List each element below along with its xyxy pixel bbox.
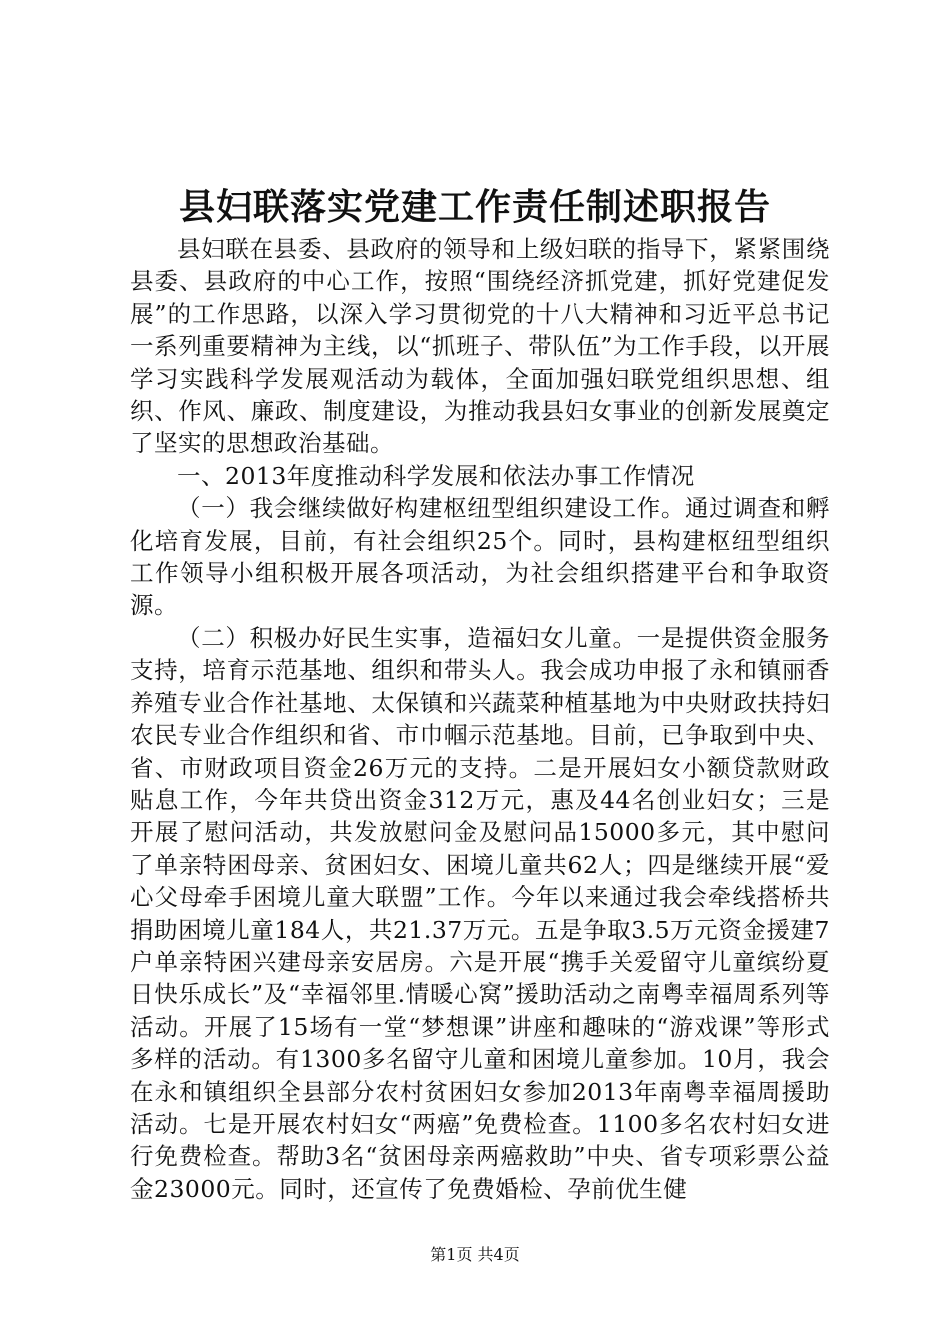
page-footer: 第1页 共4页 [430,1245,520,1264]
section-heading: 一、2013年度推动科学发展和依法办事工作情况 [177,461,695,490]
document-body [130,233,830,1205]
document-title: 县妇联落实党建工作责任制述职报告 [178,187,771,228]
item-one-paragraph: （一）我会继续做好构建枢纽型组织建设工作。通过调查和孵化培育发展，目前，有社会组织25个。同时，县构建枢纽型组织工作领导小组积极开展各项活动，为社会组织搭建平台和争取资源。 [130,494,830,620]
intro-paragraph: 县妇联在县委、县政府的领导和上级妇联的指导下，紧紧围绕县委、县政府的中心工作，按照“围绕经济抓党建，抓好党建促发展”的工作思路，以深入学习贯彻党的十八大精神和习近平总书记一系列重要精神为主线，以“抓班子、带队伍”为工作手段，以开展学习实践科学发展观活动为载体，全面加强妇联党组织思想、组织、作风、廉政、制度建设，为推动我县妇女事业的创新发展奠定了坚实的思想政治基础。 [130,235,830,458]
item-two-paragraph: （二）积极办好民生实事，造福妇女儿童。一是提供资金服务支持，培育示范基地、组织和带头人。我会成功申报了永和镇丽香养殖专业合作社基地、太保镇和兴蔬菜种植基地为中央财政扶持妇农民专业合作组织和省、市巾帼示范基地。目前，已争取到中央、省、市财政项目资金26万元的支持。二是开展妇女小额贷款财政贴息工作，今年共贷出资金312万元，惠及44名创业妇女；三是开展了慰问活动，共发放慰问金及慰问品15000多元，其中慰问了单亲特困母亲、贫困妇女、困境儿童共62人；四是继续开展“爱心父母牵手困境儿童大联盟”工作。今年以来通过我会牵线搭桥共捐助困境儿童184人，共21.37万元。五是争取3.5万元资金援建7户单亲特困兴建母亲安居房。六是开展“携手关爱留守儿童缤纷夏日快乐成长”及“幸福邻里.情暖心窝”援助活动之南粤幸福周系列等活动。开展了15场有一堂“梦想课”讲座和趣味的“游戏课”等形式多样的活动。有1300多名留守儿童和困境儿童参加。10月，我会在永和镇组织全县部分农村贫困妇女参加2013年南粤幸福周援助活动。七是开展农村妇女“两癌”免费检查。1100多名农村妇女进行免费检查。帮助3名“贫困母亲两癌救助”中央、省专项彩票公益金23000元。同时，还宣传了免费婚检、孕前优生健 [130,623,830,1203]
